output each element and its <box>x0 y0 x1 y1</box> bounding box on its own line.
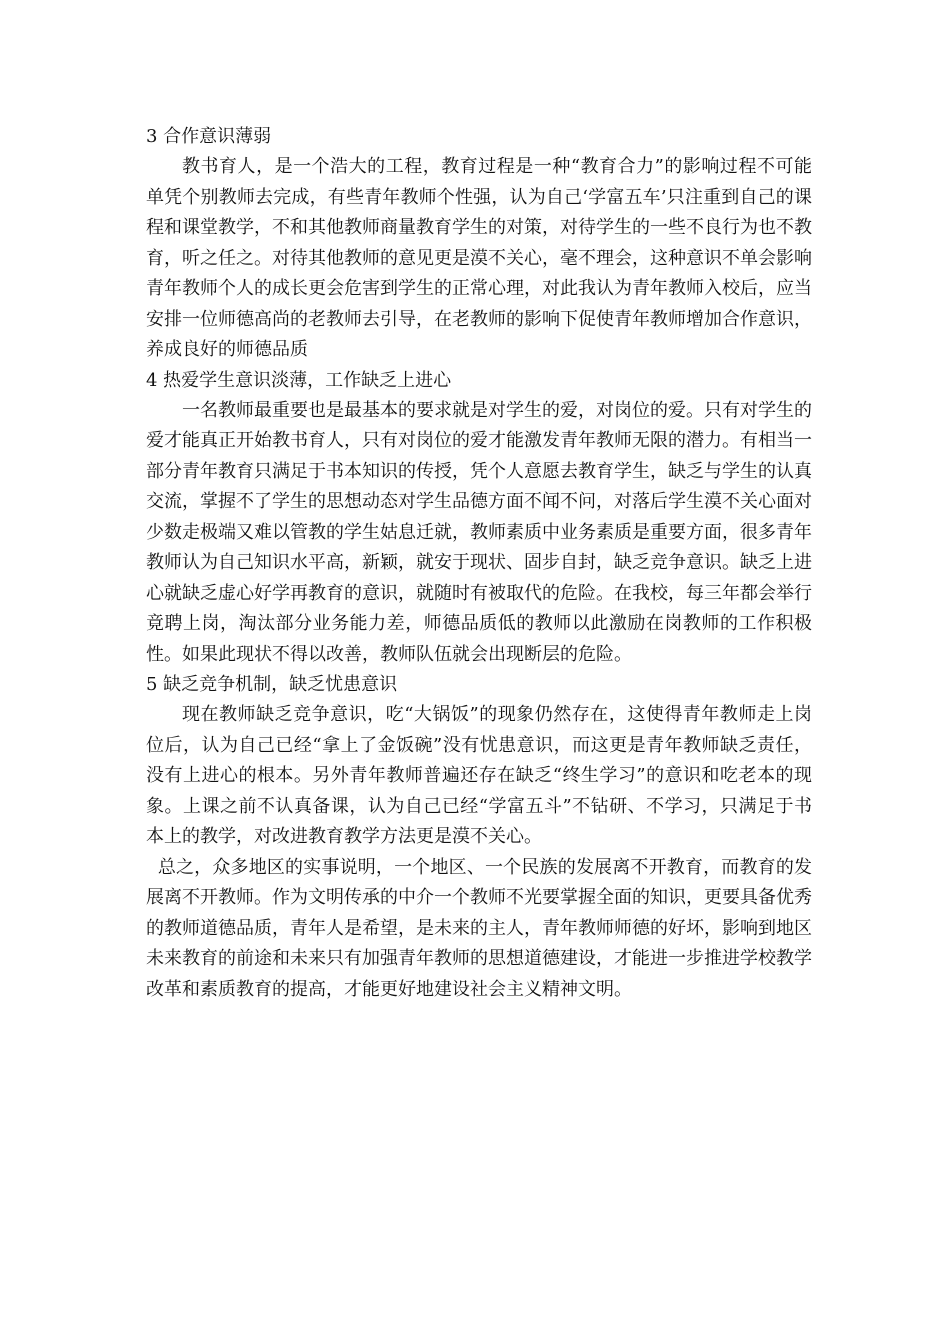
section-heading-3: 3 合作意识薄弱 <box>146 126 272 147</box>
section-heading-4: 4 热爱学生意识淡薄，工作缺乏上进心 <box>146 369 452 391</box>
section-4-paragraph: 一名教师最重要也是最基本的要求就是对学生的爱，对岗位的爱。只有对学生的爱才能真正开始教书育人，只有对岗位的爱才能激发青年教师无限的潜力。有相当一部分青年教育只满足于书本知识的传授，凭个人意愿去教育学生，缺乏与学生的认真交流，掌握不了学生的思想动态对学生品德方面不闻不问，对落后学生漠不关心面对少数走极端又难以管教的学生姑息迁就，教师素质中业务素质是重要方面，很多青年教师认为自己知识水平高，新颖，就安于现状、固步自封，缺乏竞争意识。缺乏上进心就缺乏虚心好学再教育的意识，就随时有被取代的危险。在我校，每三年都会举行竟聘上岗，淘汰部分业务能力差，师德品质低的教师以此激励在岗教师的工作积极性。如果此现状不得以改善，教师队伍就会出现断层的危险。 <box>146 399 812 665</box>
section-heading-5: 5 缺乏竞争机制，缺乏忧患意识 <box>146 674 398 695</box>
section-5-paragraph: 现在教师缺乏竞争意识，吃“大锅饭”的现象仍然存在，这使得青年教师走上岗位后，认为自己已经“拿上了金饭碗”没有忧患意识，而这更是青年教师缺乏责任，没有上进心的根本。另外青年教师普遍还存在缺乏“终生学习”的意识和吃老本的现象。上课之前不认真备课，认为自己已经“学富五斗”不钻研、不学习，只满足于书本上的教学，对改进教育教学方法更是漠不关心。 <box>146 704 812 847</box>
document-body <box>146 122 812 1005</box>
section-3-paragraph: 教书育人，是一个浩大的工程，教育过程是一种“教育合力”的影响过程不可能单凭个别教师去完成，有些青年教师个性强，认为自己‘学富五车’只注重到自己的课程和课堂教学，不和其他教师商量教育学生的对策，对待学生的一些不良行为也不教育，听之任之。对待其他教师的意见更是漠不关心，毫不理会，这种意识不单会影响青年教师个人的成长更会危害到学生的正常心理，对此我认为青年教师入校后，应当安排一位师德高尚的老教师去引导，在老教师的影响下促使青年教师增加合作意识，养成良好的师德品质 <box>146 156 812 360</box>
conclusion-paragraph: 总之，众多地区的实事说明，一个地区、一个民族的发展离不开教育，而教育的发展离不开教师。作为文明传承的中介一个教师不光要掌握全面的知识，更要具备优秀的教师道德品质，青年人是希望，是未来的主人，青年教师师德的好坏，影响到地区未来教育的前途和未来只有加强青年教师的思想道德建设，才能进一步推进学校教学改革和素质教育的提高，才能更好地建设社会主义精神文明。 <box>146 856 813 1000</box>
